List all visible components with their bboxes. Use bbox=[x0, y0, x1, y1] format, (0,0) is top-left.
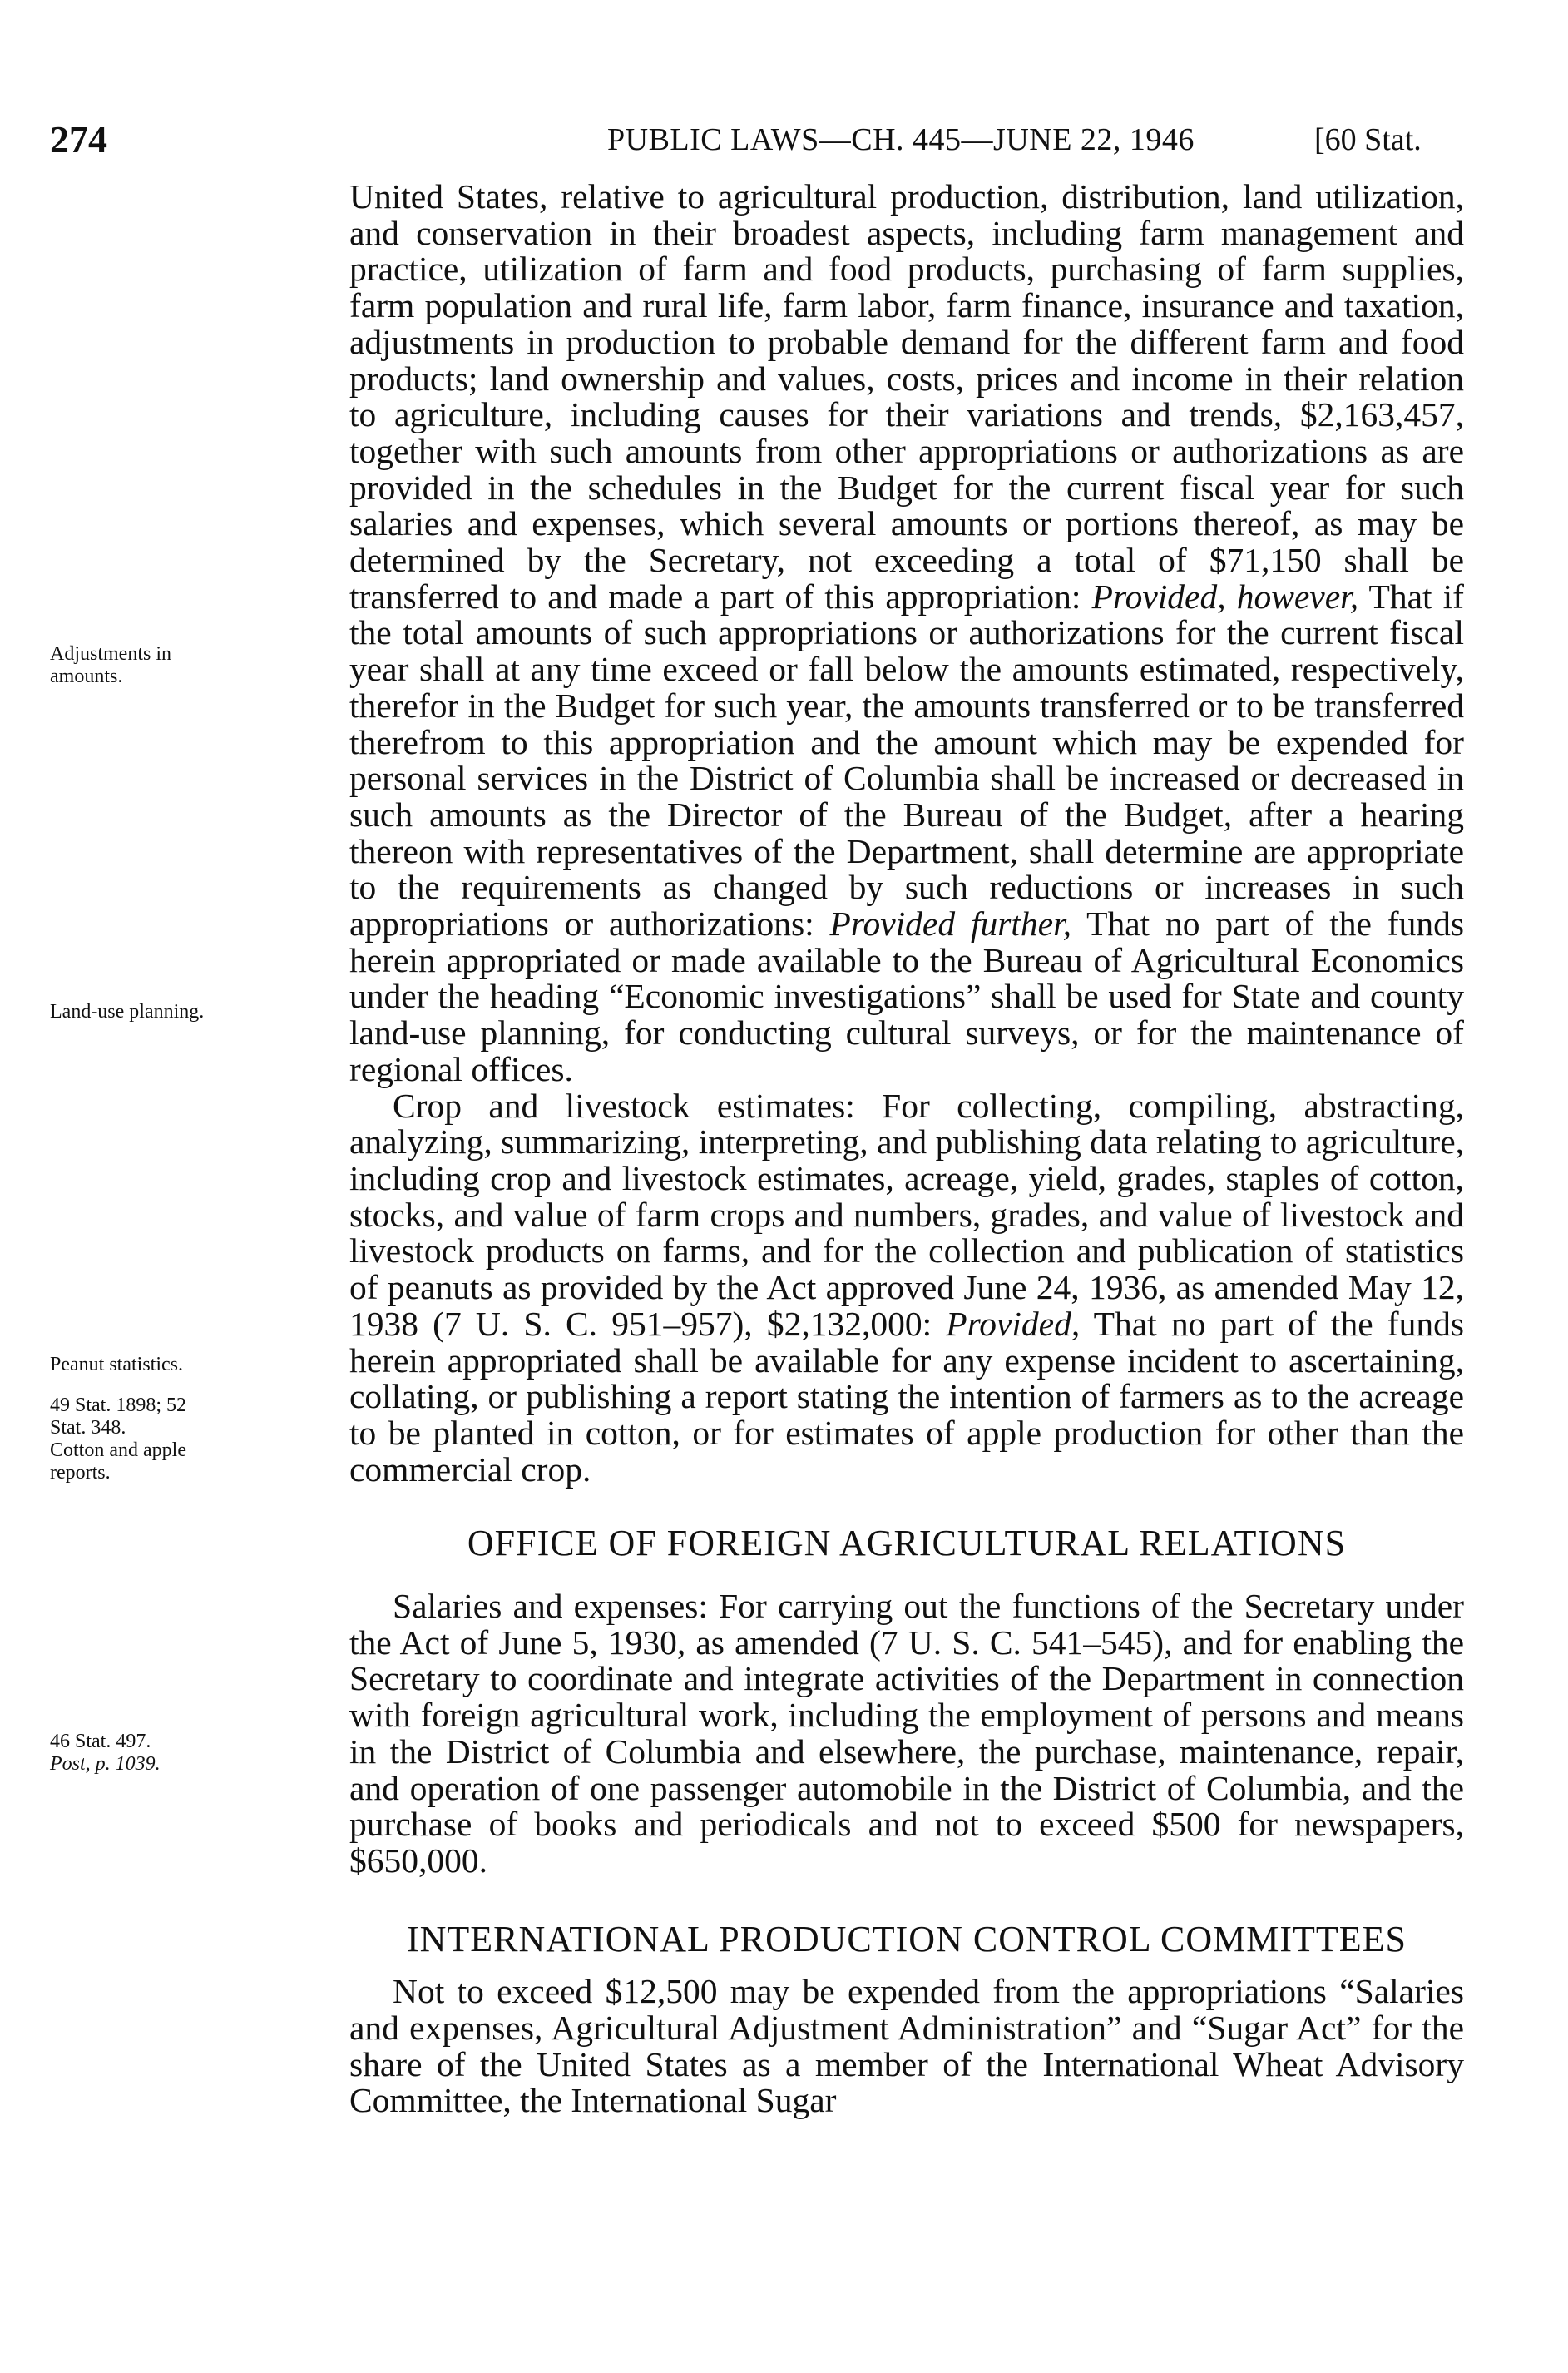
margin-note-land-use bbox=[50, 1001, 324, 1023]
paragraph-foreign-salaries: Salaries and expenses: For carrying out the functions of the Secretary under the Act of June 5, 1930, as amended (7 U. S. C. 541–545), and for enabling the Secretary to coordinate and integrate activities of the Department in connection with foreign agricultural work, including the employment of persons and means in the District of Columbia and elsewhere, the purchase, maintenance, repair, and operation of one passenger automobile in the District of Columbia, and the purchase of books and periodicals and not to exceed $500 for newspapers, $650,000. bbox=[349, 1587, 1464, 1880]
margin-note-line: 46 Stat. 497. bbox=[50, 1731, 151, 1752]
proviso-italic: Provided, bbox=[946, 1304, 1081, 1343]
text-run: That no part of the funds herein appropriated shall be available for any expense incident to ascertaining, collating, or publishing a report stating the intention of farmers as to the acreage to be planted in cotton, or for estimates of apple production for other than the commercial crop. bbox=[349, 1304, 1464, 1489]
text-run: That if the total amounts of such appropriations or authorizations for the current fiscal year shall at any time exceed or fall below the amounts estimated, respectively, therefor in the Budget for such year, the amounts transferred or to be transferred therefrom to this appropriation and the amount which may be expended for personal services in the District of Columbia shall be increased or decreased in such amounts as the Director of the Bureau of the Budget, after a hearing thereon with representatives of the Department, shall determine are appropriate to the requirements as changed by such reductions or increases in such appropriations or authorizations: bbox=[349, 577, 1465, 944]
running-head: PUBLIC LAWS—CH. 445—JUNE 22, 1946 bbox=[607, 122, 1195, 157]
margin-note-line: Adjustments in bbox=[50, 643, 172, 665]
margin-note-line: Peanut statistics. bbox=[50, 1354, 183, 1375]
page-number: 274 bbox=[50, 118, 107, 161]
text-run: That no part of the funds herein appropriated or made available to the Bureau of Agricultural Economics under the heading “Economic investigations” shall be used for State and county land-use planning, for conducting cultural surveys, or for the maintenance of regional offices. bbox=[349, 904, 1464, 1088]
margin-note-line: Post, p. 1039. bbox=[50, 1753, 161, 1775]
margin-note-line: Stat. 348. bbox=[50, 1417, 126, 1439]
main-text-column bbox=[349, 179, 1464, 2119]
margin-note-line: Land-use planning. bbox=[50, 1001, 205, 1023]
margin-note-line: 49 Stat. 1898; 52 bbox=[50, 1395, 187, 1416]
paragraph-crop-livestock-estimates bbox=[349, 1088, 1464, 1489]
text-run: United States, relative to agricultural production, distribution, land utilization, and conservation in their broadest aspects, including farm management and practice, utilization of farm and food products, purchasing of farm supplies, farm population and rural life, farm labor, farm finance, insurance and taxation, adjustments in production to probable demand for the different farm and food products; land ownership and values, costs, prices and income in their relation to agriculture, including causes for their variations and trends, $2,163,457, together with such amounts from other appropriations or authorizations as are provided in the schedules in the Budget for the current fiscal year for such salaries and expenses, which several amounts or portions thereof, as may be determined by the Secretary, not exceeding a total of $71,150 shall be transferred to and made a part of this appropriation: bbox=[349, 177, 1464, 616]
margin-note-foreign bbox=[50, 1731, 324, 1776]
page-header bbox=[0, 115, 1568, 165]
margin-note-line: amounts. bbox=[50, 666, 123, 687]
margin-note-line: reports. bbox=[50, 1462, 111, 1484]
margin-note-peanut bbox=[50, 1354, 324, 1376]
paragraph-international-committees: Not to exceed $12,500 may be expended from the appropriations “Salaries and expenses, Agricultural Adjustment Administration” and “Sugar Act” for the share of the United States as a member of the International Wheat Advisory Committee, the International Sugar bbox=[349, 1972, 1464, 2120]
margin-note-adjustments bbox=[50, 643, 324, 688]
heading-foreign-agricultural-relations: OFFICE OF FOREIGN AGRICULTURAL RELATIONS bbox=[467, 1523, 1347, 1564]
margin-note-line: Cotton and apple bbox=[50, 1439, 186, 1461]
text-run: Crop and livestock estimates: For collecting, compiling, abstracting, analyzing, summarizing, interpreting, and publishing data relating to agriculture, including crop and livestock estimates, acreage, yield, grades, staples of cotton, stocks, and value of farm crops and numbers, grades, and value of livestock and livestock products on farms, and for the collection and publication of statistics of peanuts as provided by the Act approved June 24, 1936, as amended May 12, 1938 (7 U. S. C. 951–957), $2,132,000: bbox=[349, 1086, 1464, 1343]
volume-reference: [60 Stat. bbox=[1314, 122, 1422, 157]
margin-note-stat-ref bbox=[50, 1395, 324, 1439]
paragraph-economic-investigations bbox=[349, 179, 1464, 1088]
proviso-italic: Provided, however, bbox=[1091, 577, 1359, 616]
proviso-italic: Provided further, bbox=[829, 904, 1072, 944]
heading-international-production-control: INTERNATIONAL PRODUCTION CONTROL COMMITTEES bbox=[406, 1918, 1407, 1959]
margin-note-cotton bbox=[50, 1439, 324, 1484]
